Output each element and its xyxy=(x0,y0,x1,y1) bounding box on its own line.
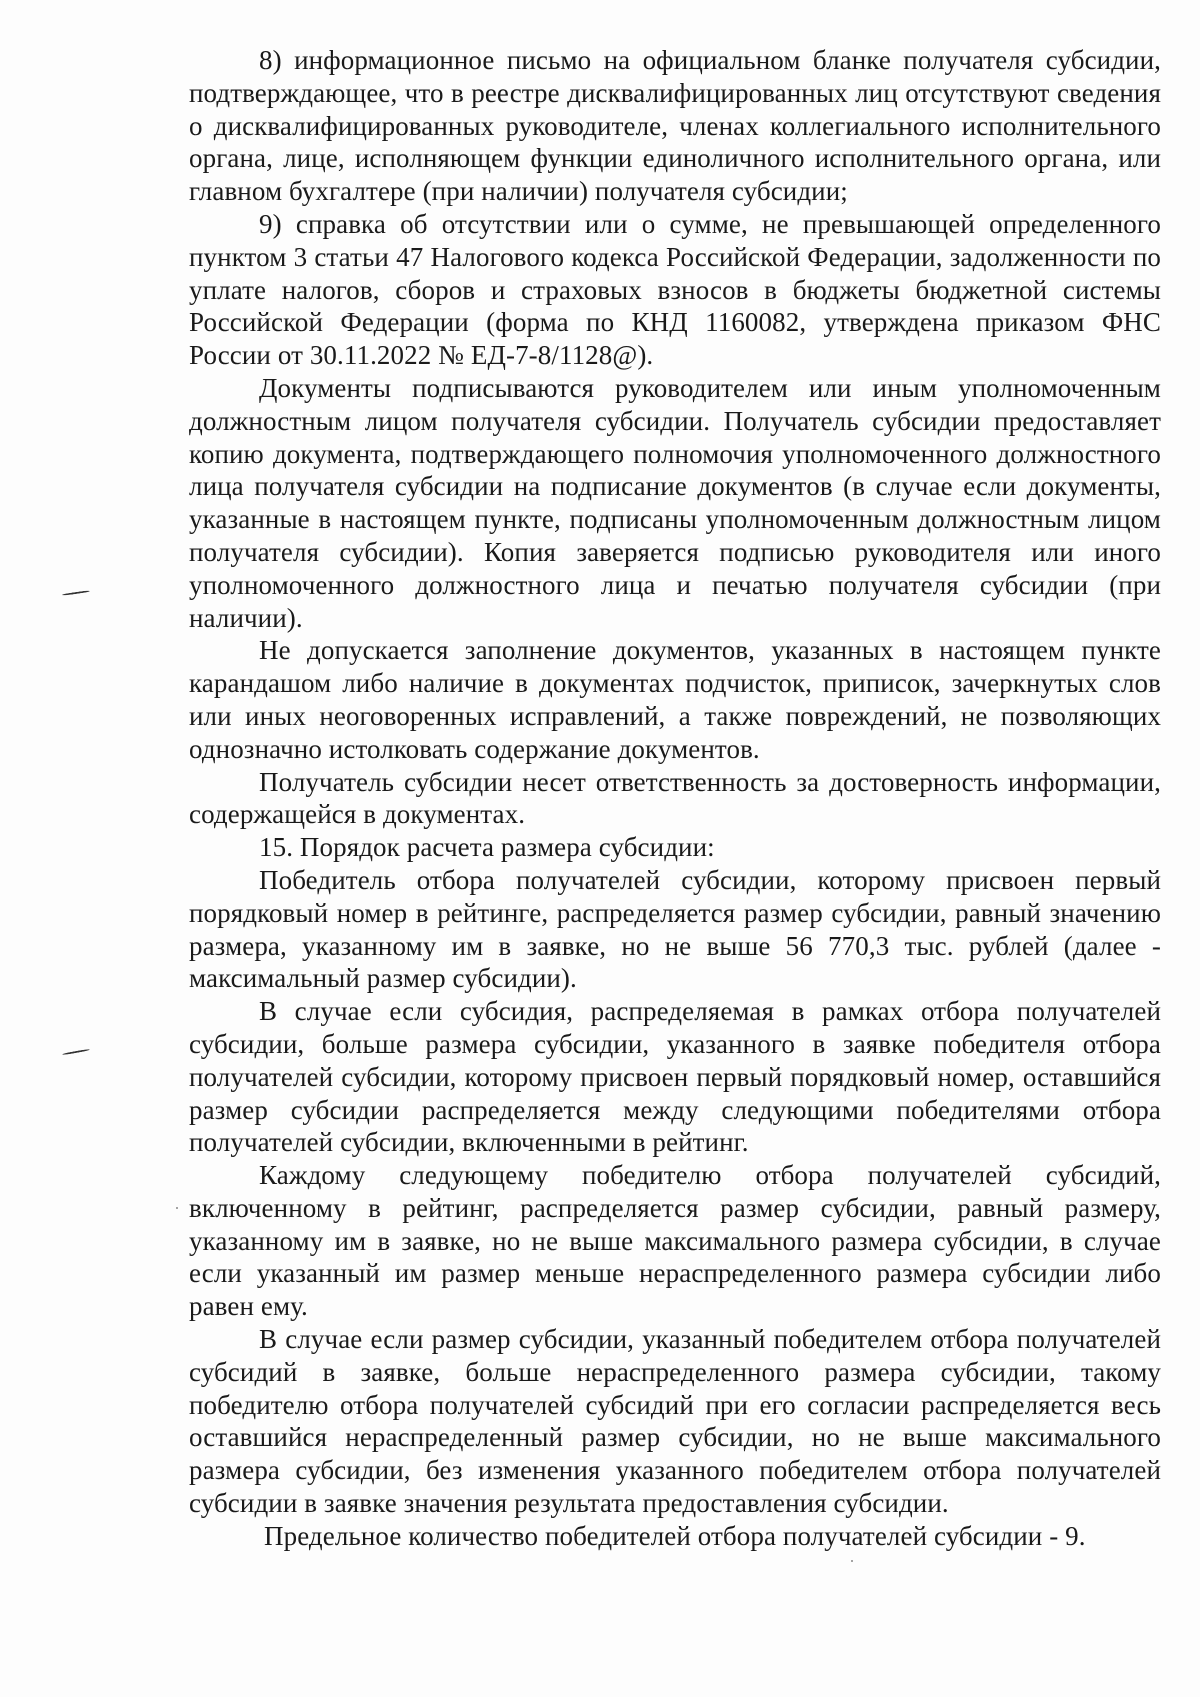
paragraph-signing: Документы подписываются руководителем или иным уполномоченным должностным лицом получателя субсидии. Получатель субсидии предоставляет копию документа, подтверждающего полномочия уполномоченного должностного лица получателя субсидии на подписание документов (в случае если документы, указанные в настоящем пункте, подписаны уполномоченным должностным лицом получателя субсидии). Копия заверяется подписью руководителя или иного уполномоченного должностного лица и печатью получателя субсидии (при наличии). xyxy=(189,372,1161,633)
scan-speck xyxy=(176,1207,178,1209)
paragraph-prohibition: Не допускается заполнение документов, указанных в настоящем пункте карандашом либо наличие в документах подчисток, приписок, зачеркнутых слов или иных неоговоренных исправлений, а также повреждений, не позволяющих однозначно истолковать содержание документов. xyxy=(189,635,1161,764)
paragraph-winner-limit: Предельное количество победителей отбора получателей субсидии - 9. xyxy=(264,1520,1086,1551)
paragraph-larger-request: В случае если размер субсидии, указанный победителем отбора получателей субсидий в заявке, больше нераспределенного размера субсидии, такому победителю отбора получателей субсидий при его согласии распределяется весь оставшийся нераспределенный размер субсидии, но не выше максимального размера субсидии, без изменения указанного победителем отбора получателей субсидии в заявке значения результата предоставления субсидии. xyxy=(189,1324,1161,1519)
paragraph-first-winner: Победитель отбора получателей субсидии, которому присвоен первый порядковый номер в рейтинге, распределяется размер субсидии, равный значению размера, указанному им в заявке, но не выше 56 770,3 тыс. рублей (далее - максимальный размер субсидии). xyxy=(189,864,1161,994)
scan-mark xyxy=(62,1049,90,1056)
paragraph-item-8: 8) информационное письмо на официальном бланке получателя субсидии, подтверждающее, что в реестре дисквалифицированных лиц отсутствуют сведения о дисквалифицированных руководителе, членах коллегиального исполнительного органа, лице, исполняющем функции единоличного исполнительного органа, или главном бухгалтере (при наличии) получателя субсидии; xyxy=(189,45,1161,207)
paragraph-item-9: 9) справка об отсутствии или о сумме, не превышающей определенного пунктом 3 статьи 47 Налогового кодекса Российской Федерации, задолженности по уплате налогов, сборов и страховых взносов в бюджеты бюджетной системы Российской Федерации (форма по КНД 1160082, утверждена приказом ФНС России от 30.11.2022 № ЕД-7-8/1128@). xyxy=(189,208,1161,371)
document-body xyxy=(189,44,1161,1553)
section-heading-15: 15. Порядок расчета размера субсидии: xyxy=(259,832,715,863)
scan-mark xyxy=(62,590,90,596)
paragraph-responsibility: Получатель субсидии несет ответственность за достоверность информации, содержащейся в документах. xyxy=(189,766,1161,830)
paragraph-remaining-subsidy: В случае если субсидия, распределяемая в рамках отбора получателей субсидии, больше размера субсидии, указанного в заявке победителя отбора получателей субсидии, которому присвоен первый порядковый номер, оставшийся размер субсидии распределяется между следующими победителями отбора получателей субсидии, включенными в рейтинг. xyxy=(189,996,1161,1158)
scan-speck xyxy=(851,1560,853,1562)
paragraph-next-winner: Каждому следующему победителю отбора получателей субсидий, включенному в рейтинг, распределяется размер субсидии, равный размеру, указанному им в заявке, но не выше максимального размера субсидии, в случае если указанный им размер меньше нераспределенного размера субсидии либо равен ему. xyxy=(189,1160,1161,1322)
